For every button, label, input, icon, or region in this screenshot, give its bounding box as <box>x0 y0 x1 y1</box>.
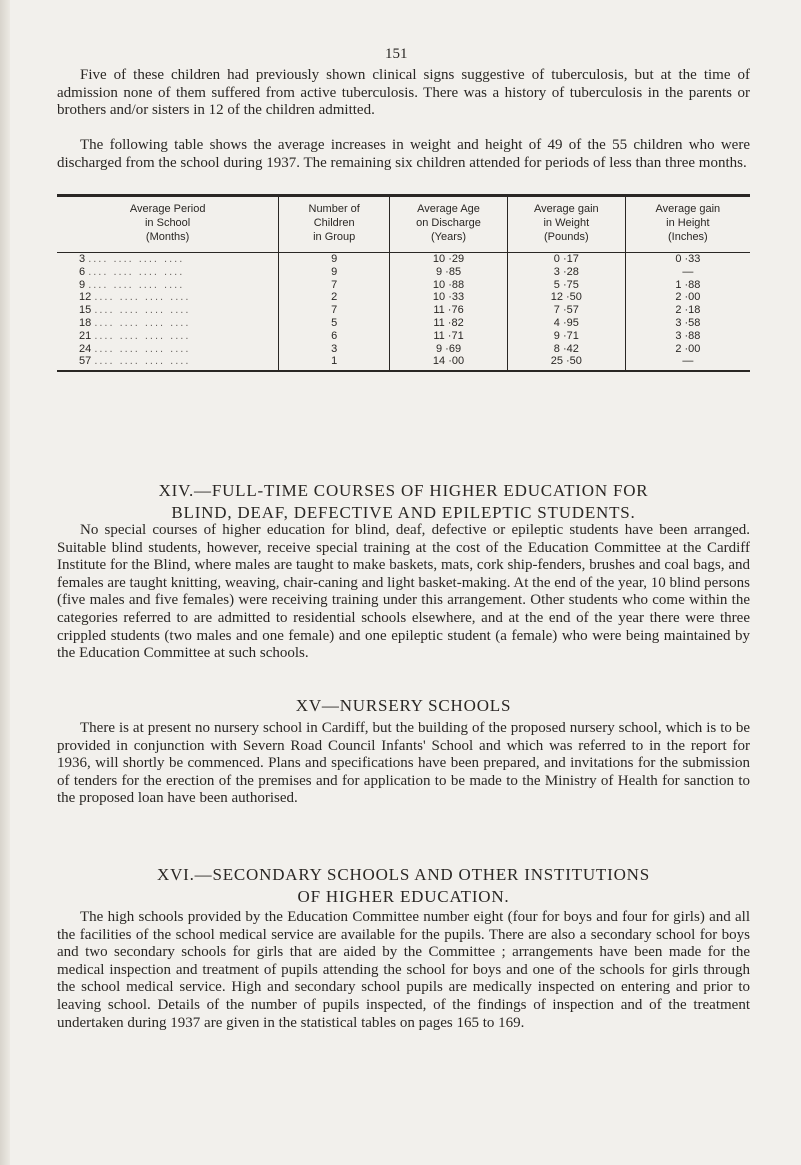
cell-period: 24 .... .... .... .... <box>79 342 191 355</box>
cell-age: 9 ·69 <box>390 343 508 356</box>
cell-height: 3 ·58 <box>625 317 750 330</box>
cell-weight: 3 ·28 <box>507 266 625 279</box>
cell-weight: 7 ·57 <box>507 304 625 317</box>
cell-height: — <box>625 355 750 370</box>
table-row <box>57 355 750 370</box>
cell-children: 5 <box>279 317 390 330</box>
cell-children: 3 <box>279 343 390 356</box>
cell-age: 11 ·71 <box>390 330 508 343</box>
section-xiv-body: No special courses of higher education for blind, deaf, defective or epileptic students have been arranged. Suitable blind students, however, receive special training at the cost of the Education Committee at the Cardiff Institute for the Blind, where males are taught to make baskets, mats, cork ship-fenders, brushes and coal bags, and females are taught knitting, weaving, chair-caning and light basket-making. At the end of the year, 10 blind persons (five males and five females) were receiving training under this arrangement. Other students who come within the categories referred to are admitted to residential schools elsewhere, and at the end of the year there were three crippled students (two males and one female) and one epileptic student (a female) who were being maintained by the Education Committee at such schools. <box>57 522 750 662</box>
section-heading-xvi: XVI.—SECONDARY SCHOOLS AND OTHER INSTITUTIONS OF HIGHER EDUCATION. <box>157 865 650 906</box>
table-row <box>57 304 750 317</box>
section-heading-xv: XV—NURSERY SCHOOLS <box>295 696 512 715</box>
cell-period: 6 .... .... .... .... <box>79 265 185 278</box>
cell-height: 1 ·88 <box>625 279 750 292</box>
section-xvi-body: The high schools provided by the Education Committee number eight (four for boys and four for girls) and all the facilities of the school medical service are available for the pupils. There are also a secondary school for boys and two secondary schools for girls that are aided by the Committee ; arrangements have been made for the medical inspection and treatment of pupils attending the school for boys and one of the schools for girls through the school medical service. High and secondary school pupils are medically inspected on entering and prior to leaving school. Details of the number of pupils inspected, of the findings of inspection and of the treatment undertaken during 1937 are given in the statistical tables on pages 165 to 169. <box>57 909 750 1031</box>
cell-period: 12 .... .... .... .... <box>79 291 191 304</box>
cell-age: 14 ·00 <box>390 355 508 370</box>
cell-weight: 12 ·50 <box>507 291 625 304</box>
cell-age: 10 ·33 <box>390 291 508 304</box>
cell-children: 7 <box>279 279 390 292</box>
cell-weight: 8 ·42 <box>507 343 625 356</box>
table-row <box>57 291 750 304</box>
table-row <box>57 330 750 343</box>
cell-children: 7 <box>279 304 390 317</box>
header-weight: Average gain in Weight (Pounds) <box>507 197 625 253</box>
cell-weight: 5 ·75 <box>507 279 625 292</box>
table-row <box>57 266 750 279</box>
cell-age: 11 ·82 <box>390 317 508 330</box>
cell-children: 9 <box>279 266 390 279</box>
intro-paragraph-tuberculosis: Five of these children had previously shown clinical signs suggestive of tuberculosis, but at the time of admission none of them suffered from active tuberculosis. There was a history of tuberculosis in the parents or brothers and/or sisters in 12 of the children admitted. <box>57 67 750 119</box>
cell-period: 21 .... .... .... .... <box>79 329 191 342</box>
cell-height: 2 ·00 <box>625 291 750 304</box>
cell-period: 18 .... .... .... .... <box>79 316 191 329</box>
page-edge <box>0 0 10 1165</box>
table-header-row <box>57 197 750 253</box>
cell-height: 2 ·00 <box>625 343 750 356</box>
cell-weight: 25 ·50 <box>507 355 625 370</box>
intro-paragraph-table-description: The following table shows the average increases in weight and height of 49 of the 55 children who were discharged from the school during 1937. The remaining six children attended for periods of less than three months. <box>57 137 750 171</box>
cell-age: 9 ·85 <box>390 266 508 279</box>
table-row <box>57 343 750 356</box>
cell-period: 3 .... .... .... .... <box>79 253 185 265</box>
cell-weight: 0 ·17 <box>507 253 625 266</box>
header-height: Average gain in Height (Inches) <box>625 197 750 253</box>
cell-weight: 4 ·95 <box>507 317 625 330</box>
cell-children: 6 <box>279 330 390 343</box>
cell-age: 10 ·88 <box>390 279 508 292</box>
header-period: Average Period in School (Months) <box>57 197 279 253</box>
cell-height: 2 ·18 <box>625 304 750 317</box>
cell-period: 9 .... .... .... .... <box>79 278 185 291</box>
page-number: 151 <box>385 46 408 62</box>
cell-children: 2 <box>279 291 390 304</box>
header-children: Number of Children in Group <box>279 197 390 253</box>
weight-height-table <box>57 194 750 372</box>
header-age: Average Age on Discharge (Years) <box>390 197 508 253</box>
table-bottom-rule <box>57 370 750 372</box>
cell-age: 11 ·76 <box>390 304 508 317</box>
section-xv-body: There is at present no nursery school in Cardiff, but the building of the proposed nursery school, which is to be provided in conjunction with Severn Road Council Infants' School and which was referred to in the report for 1936, will shortly be commenced. Plans and specifications have been prepared, and invitations for the submission of tenders for the erection of the premises and for application to be made to the Ministry of Health for sanction to the proposed loan have been authorised. <box>57 720 750 807</box>
table-row <box>57 317 750 330</box>
table-row <box>57 279 750 292</box>
cell-period: 57 .... .... .... .... <box>79 355 191 368</box>
cell-age: 10 ·29 <box>390 253 508 266</box>
section-heading-xiv: XIV.—FULL-TIME COURSES OF HIGHER EDUCATION FOR BLIND, DEAF, DEFECTIVE AND EPILEPTIC STUDENTS. <box>158 481 649 522</box>
cell-period: 15 .... .... .... .... <box>79 304 191 317</box>
table-row <box>57 253 750 266</box>
cell-children: 9 <box>279 253 390 266</box>
cell-height: 3 ·88 <box>625 330 750 343</box>
cell-height: — <box>625 266 750 279</box>
cell-height: 0 ·33 <box>625 253 750 266</box>
cell-weight: 9 ·71 <box>507 330 625 343</box>
cell-children: 1 <box>279 355 390 370</box>
